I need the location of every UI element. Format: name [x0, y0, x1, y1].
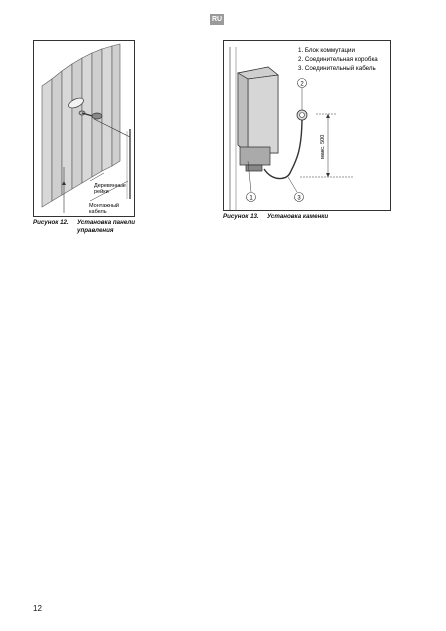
figure-12-illustration: [34, 41, 134, 216]
legend-item-2: 2. Соединительная коробка: [298, 56, 378, 63]
figure-12-frame: [33, 40, 135, 217]
figure-12-number: Рисунок 12.: [33, 219, 69, 226]
language-badge: RU: [211, 16, 223, 23]
legend-item-1: 1. Блок коммутации: [298, 47, 355, 54]
dimension-label: макс. 500: [320, 134, 326, 159]
figure-13-caption: [223, 213, 383, 221]
page-number: 12: [33, 604, 42, 613]
marker-2: 2: [300, 81, 304, 88]
figure-12-caption: [33, 219, 143, 235]
battens-label-line1: Деревянные: [94, 183, 126, 189]
figure-13-frame: [223, 40, 391, 211]
figure-12-caption-line1: Установка панели: [77, 219, 135, 226]
figure-12-caption-line2: управления: [77, 227, 114, 234]
figure-13-illustration: [224, 41, 390, 210]
battens-label-line2: рейки: [94, 189, 109, 195]
marker-3: 3: [297, 195, 301, 202]
figure-13-number: Рисунок 13.: [223, 213, 259, 220]
marker-1: 1: [249, 195, 253, 202]
cable-label-line1: Монтажный: [89, 203, 119, 209]
cable-label-line2: кабель: [89, 209, 107, 215]
figure-13-caption-text: Установка каменки: [267, 213, 329, 220]
legend-item-3: 3. Соединительный кабель: [298, 65, 376, 72]
